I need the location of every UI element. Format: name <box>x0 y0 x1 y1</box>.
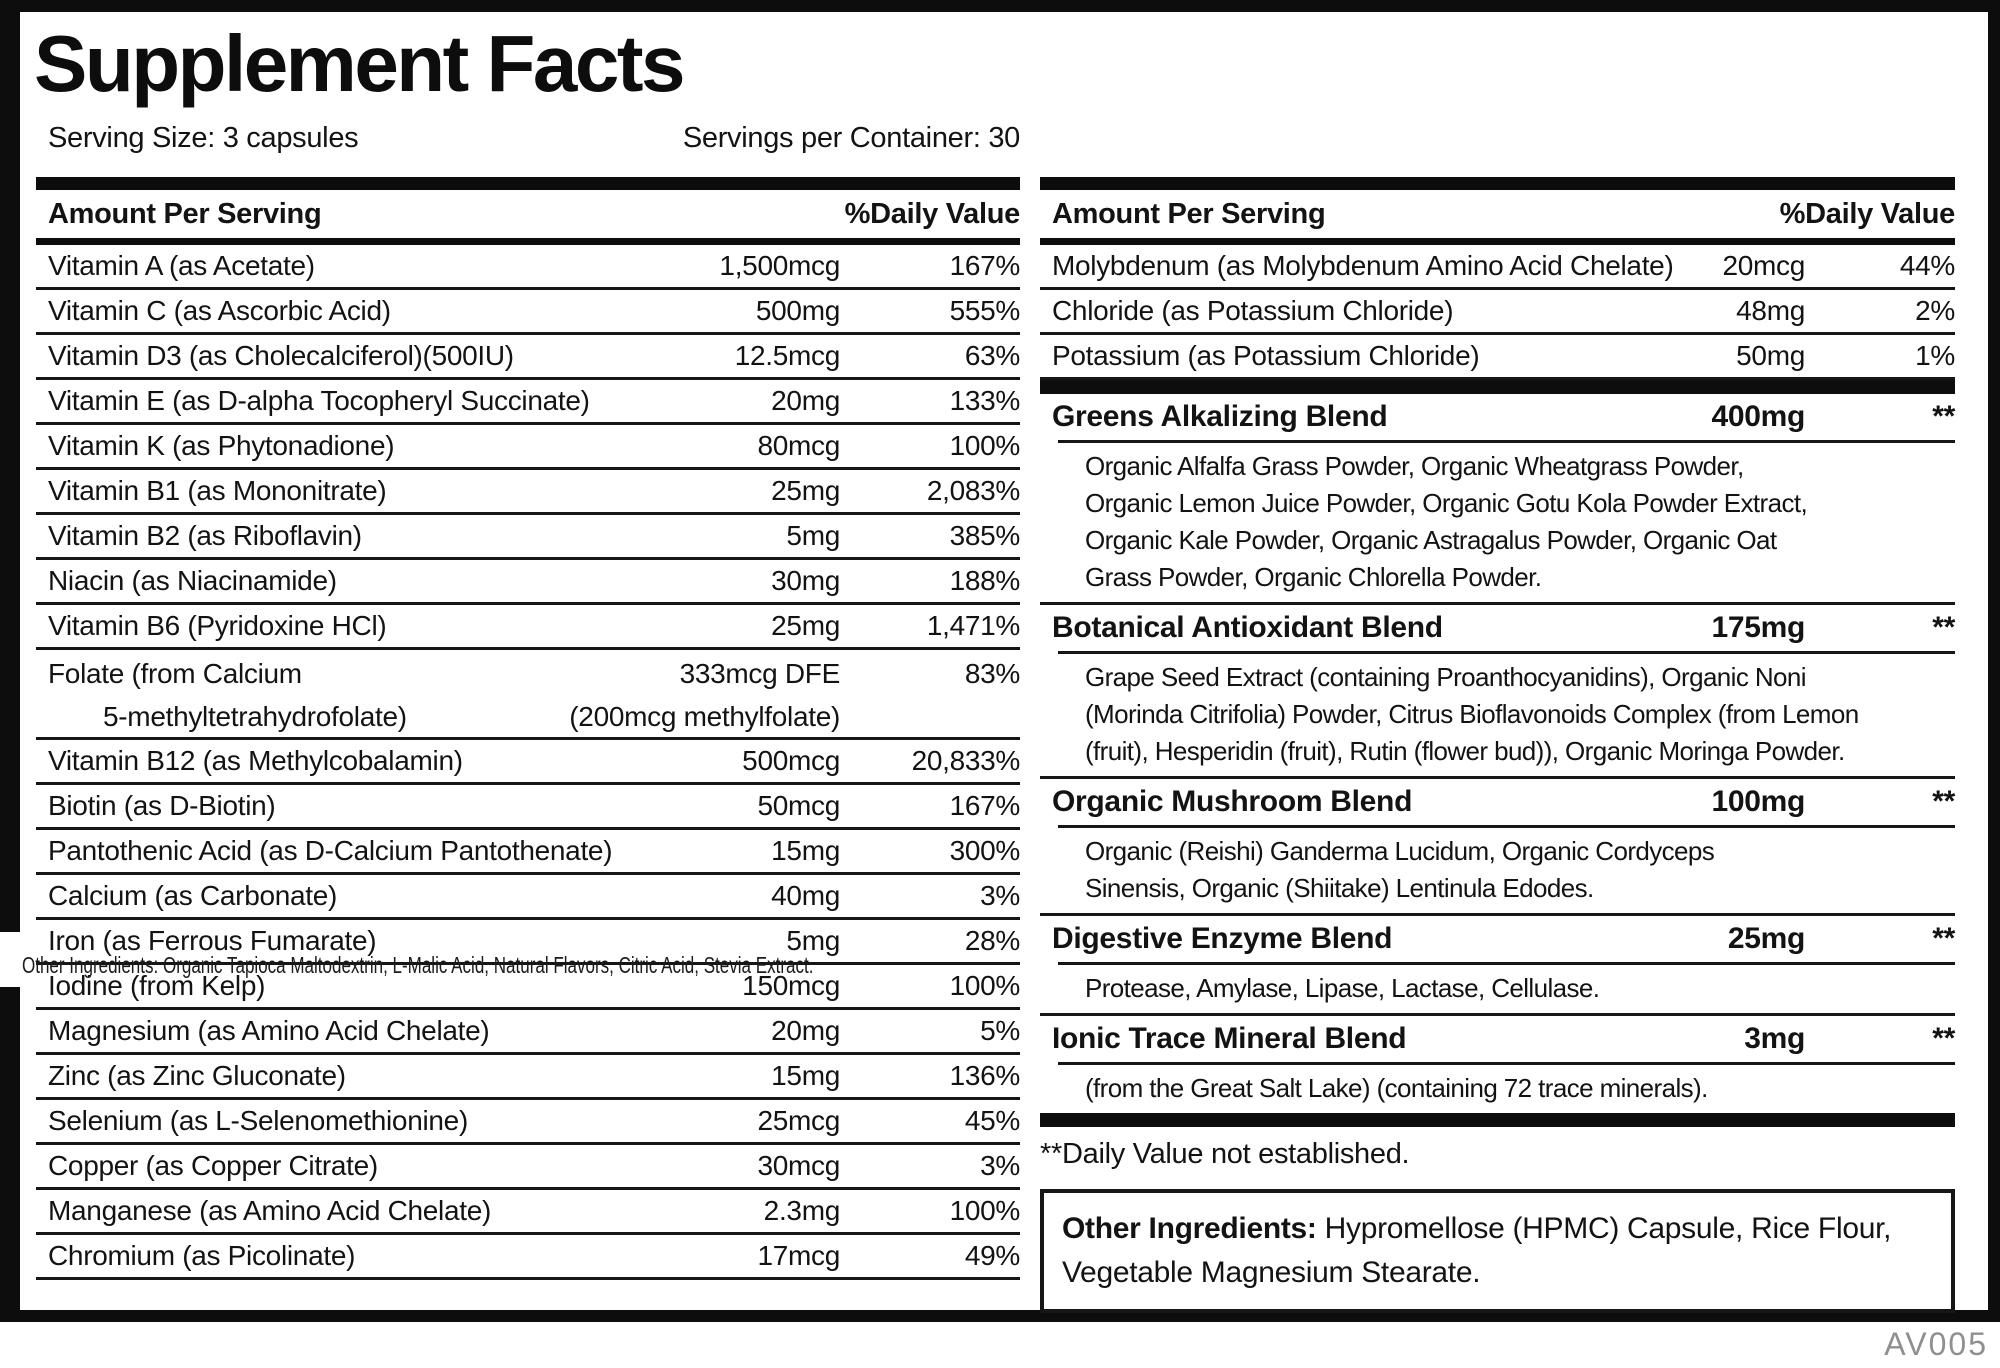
blend-ingredients <box>1040 828 1955 913</box>
nutrient-amount: 25mg <box>771 610 840 641</box>
blend-ingredients-line: Grape Seed Extract (containing Proanthocyanidins), Organic Noni <box>1085 662 1806 692</box>
nutrient-name: Chromium (as Picolinate) <box>48 1240 356 1271</box>
table-row <box>36 245 1020 290</box>
table-row <box>36 380 1020 425</box>
nutrient-name: Vitamin B12 (as Methylcobalamin) <box>48 745 463 776</box>
amount-per-serving-header: Amount Per Serving <box>1052 197 1326 230</box>
right-nutrient-table <box>1040 177 1955 1313</box>
servings-per-container: Servings per Container: 30 <box>682 122 1020 154</box>
nutrient-daily-value: 63% <box>964 340 1020 371</box>
table-row <box>36 1190 1020 1235</box>
blend-ingredients-line: Organic (Reishi) Ganderma Lucidum, Organic Cordyceps <box>1085 836 1715 866</box>
blend-amount: 175mg <box>1711 611 1805 644</box>
serving-info <box>36 118 1020 158</box>
table-row <box>36 425 1020 470</box>
nutrient-daily-value: 49% <box>964 1240 1020 1271</box>
nutrient-amount: 50mg <box>1736 340 1805 371</box>
blend-header <box>1040 605 1955 651</box>
nutrient-name: Vitamin K (as Phytonadione) <box>48 430 395 461</box>
nutrient-amount: 12.5mcg <box>734 340 840 371</box>
nutrient-daily-value: 2% <box>1915 295 1955 326</box>
blend-daily-value: ** <box>1932 400 1955 433</box>
nutrient-amount: 20mg <box>771 1015 840 1046</box>
nutrient-name: Magnesium (as Amino Acid Chelate) <box>48 1015 490 1046</box>
nutrient-amount: 2.3mg <box>763 1195 840 1226</box>
blend-daily-value: ** <box>1932 785 1955 818</box>
table-row <box>36 650 1020 740</box>
left-nutrient-table <box>36 177 1020 1280</box>
nutrient-amount: 5mg <box>786 925 840 956</box>
blend-daily-value: ** <box>1932 1022 1955 1055</box>
nutrient-daily-value: 5% <box>980 1015 1020 1046</box>
nutrient-name: Iodine (from Kelp) <box>48 970 266 1001</box>
blend-ingredients-line: Organic Lemon Juice Powder, Organic Gotu Kola Powder Extract, <box>1085 488 1808 518</box>
blend-amount: 25mg <box>1727 922 1805 955</box>
section-divider-bar <box>1040 1113 1955 1127</box>
nutrient-amount: 15mg <box>771 1060 840 1091</box>
nutrient-amount: 40mg <box>771 880 840 911</box>
amount-per-serving-header: Amount Per Serving <box>48 197 322 230</box>
blend-header <box>1040 779 1955 825</box>
nutrient-daily-value: 100% <box>949 1195 1020 1226</box>
nutrient-name: Copper (as Copper Citrate) <box>48 1150 378 1181</box>
table-row <box>36 470 1020 515</box>
nutrient-amount: 500mg <box>755 295 840 326</box>
blend-daily-value: ** <box>1932 611 1955 644</box>
blend-header <box>1040 394 1955 440</box>
table-row <box>36 1235 1020 1280</box>
nutrient-name: Molybdenum (as Molybdenum Amino Acid Chelate) <box>1052 250 1674 281</box>
overlapping-other-ingredients-text: Other Ingredients: Organic Tapioca Maltodextrin, L-Malic Acid, Natural Flavors, Citric Acid, Stevia Extract. <box>22 952 814 978</box>
nutrient-amount: 15mg <box>771 835 840 866</box>
nutrient-daily-value: 167% <box>949 790 1020 821</box>
nutrient-name: Chloride (as Potassium Chloride) <box>1052 295 1454 326</box>
right-table-header <box>1040 190 1955 238</box>
nutrient-amount: 25mcg <box>757 1105 840 1136</box>
blend-ingredients-line: (Morinda Citrifolia) Powder, Citrus Bioflavonoids Complex (from Lemon <box>1085 699 1859 729</box>
other-ingredients-text: Hypromellose (HPMC) Capsule, Rice Flour, Vegetable Magnesium Stearate. <box>1062 1212 1892 1289</box>
nutrient-amount: 5mg <box>786 520 840 551</box>
blend-section <box>1040 1016 1955 1113</box>
right-table-rows <box>1040 245 1955 380</box>
nutrient-name: Calcium (as Carbonate) <box>48 880 338 911</box>
daily-value-header: %Daily Value <box>1779 197 1955 230</box>
nutrient-daily-value: 45% <box>964 1105 1020 1136</box>
nutrient-amount: 25mg <box>771 475 840 506</box>
nutrient-name: Folate (from Calcium 5-methyltetrahydrofolate) <box>48 658 407 732</box>
nutrient-amount: 333mcg DFE (200mcg methylfolate) <box>569 658 840 732</box>
nutrient-name: Niacin (as Niacinamide) <box>48 565 337 596</box>
left-table-rows <box>36 245 1020 1280</box>
nutrient-amount: 48mg <box>1736 295 1805 326</box>
artwork-border-gap <box>0 932 23 987</box>
nutrient-amount: 80mcg <box>757 430 840 461</box>
blend-amount: 400mg <box>1711 400 1805 433</box>
nutrient-daily-value: 100% <box>949 430 1020 461</box>
blend-ingredients-line: Organic Alfalfa Grass Powder, Organic Wheatgrass Powder, <box>1085 451 1744 481</box>
nutrient-amount: 20mg <box>771 385 840 416</box>
table-row <box>1040 335 1955 380</box>
nutrient-daily-value: 3% <box>980 1150 1020 1181</box>
table-row <box>36 335 1020 380</box>
blend-ingredients-line: (fruit), Hesperidin (fruit), Rutin (flower bud)), Organic Moringa Powder. <box>1085 736 1845 766</box>
header-rule <box>1040 238 1955 245</box>
blend-ingredients <box>1040 443 1955 602</box>
table-row <box>36 830 1020 875</box>
nutrient-name: Vitamin D3 (as Cholecalciferol)(500IU) <box>48 340 514 371</box>
nutrient-name: Potassium (as Potassium Chloride) <box>1052 340 1480 371</box>
blend-section <box>1040 394 1955 605</box>
nutrient-name: Selenium (as L-Selenomethionine) <box>48 1105 468 1136</box>
blend-section <box>1040 779 1955 916</box>
header-bar <box>36 177 1020 190</box>
blend-amount: 100mg <box>1711 785 1805 818</box>
nutrient-daily-value: 1,471% <box>926 610 1020 641</box>
blend-header <box>1040 1016 1955 1062</box>
nutrient-daily-value: 100% <box>949 970 1020 1001</box>
table-row <box>36 875 1020 920</box>
nutrient-name: Vitamin E (as D-alpha Tocopheryl Succinate) <box>48 385 590 416</box>
nutrient-amount: 150mcg <box>742 970 840 1001</box>
table-row <box>36 740 1020 785</box>
nutrient-amount: 30mcg <box>757 1150 840 1181</box>
nutrient-daily-value: 188% <box>949 565 1020 596</box>
blend-ingredients-line: Organic Kale Powder, Organic Astragalus Powder, Organic Oat <box>1085 525 1777 555</box>
table-row <box>36 785 1020 830</box>
blend-section <box>1040 916 1955 1016</box>
nutrient-daily-value: 136% <box>949 1060 1020 1091</box>
blend-ingredients <box>1040 1065 1955 1113</box>
blend-name: Organic Mushroom Blend <box>1052 785 1413 818</box>
nutrient-name: Vitamin B6 (Pyridoxine HCl) <box>48 610 387 641</box>
table-row <box>36 290 1020 335</box>
nutrient-daily-value: 385% <box>949 520 1020 551</box>
blend-name: Digestive Enzyme Blend <box>1052 922 1393 955</box>
nutrient-daily-value: 2,083% <box>926 475 1020 506</box>
other-ingredients-label: Other Ingredients: <box>1062 1212 1317 1245</box>
blend-ingredients-line: Protease, Amylase, Lipase, Lactase, Cellulase. <box>1085 973 1600 1003</box>
blend-sections <box>1040 394 1955 1113</box>
nutrient-amount: 1,500mcg <box>719 250 840 281</box>
nutrient-daily-value: 167% <box>949 250 1020 281</box>
table-row <box>36 560 1020 605</box>
nutrient-daily-value: 20,833% <box>911 745 1020 776</box>
nutrient-daily-value: 44% <box>1899 250 1955 281</box>
blend-ingredients <box>1040 965 1955 1013</box>
table-row <box>36 1145 1020 1190</box>
nutrient-name: Pantothenic Acid (as D-Calcium Pantothenate) <box>48 835 613 866</box>
nutrient-daily-value: 1% <box>1915 340 1955 371</box>
nutrient-daily-value: 133% <box>949 385 1020 416</box>
other-ingredients-box <box>1040 1189 1955 1313</box>
nutrient-name: Vitamin B1 (as Mononitrate) <box>48 475 387 506</box>
nutrient-name: Vitamin C (as Ascorbic Acid) <box>48 295 391 326</box>
blend-ingredients-line: Grass Powder, Organic Chlorella Powder. <box>1085 562 1542 592</box>
blend-ingredients <box>1040 654 1955 776</box>
blend-name: Botanical Antioxidant Blend <box>1052 611 1443 644</box>
blend-name: Greens Alkalizing Blend <box>1052 400 1388 433</box>
nutrient-daily-value: 3% <box>980 880 1020 911</box>
nutrient-name: Zinc (as Zinc Gluconate) <box>48 1060 346 1091</box>
blend-daily-value: ** <box>1932 922 1955 955</box>
label-code: AV005 <box>1884 1326 1988 1362</box>
nutrient-daily-value: 300% <box>949 835 1020 866</box>
table-row <box>36 605 1020 650</box>
nutrient-daily-value: 83% <box>964 658 1020 689</box>
blend-ingredients-line: Sinensis, Organic (Shiitake) Lentinula Edodes. <box>1085 873 1594 903</box>
nutrient-daily-value: 28% <box>964 925 1020 956</box>
nutrient-name: Vitamin B2 (as Riboflavin) <box>48 520 362 551</box>
daily-value-footnote: **Daily Value not established. <box>1040 1138 1410 1170</box>
nutrient-amount: 17mcg <box>757 1240 840 1271</box>
left-table-header <box>36 190 1020 238</box>
nutrient-name: Biotin (as D-Biotin) <box>48 790 276 821</box>
table-row <box>36 1010 1020 1055</box>
nutrient-name: Manganese (as Amino Acid Chelate) <box>48 1195 492 1226</box>
nutrient-name: Vitamin A (as Acetate) <box>48 250 315 281</box>
nutrient-daily-value: 555% <box>949 295 1020 326</box>
nutrient-amount: 20mcg <box>1722 250 1805 281</box>
serving-size: Serving Size: 3 capsules <box>48 122 359 154</box>
blend-section <box>1040 605 1955 779</box>
blend-name: Ionic Trace Mineral Blend <box>1052 1022 1407 1055</box>
table-row <box>36 1100 1020 1145</box>
blend-ingredients-line: (from the Great Salt Lake) (containing 72 trace minerals). <box>1085 1073 1708 1103</box>
header-bar <box>1040 177 1955 190</box>
table-row <box>1040 245 1955 290</box>
daily-value-header: %Daily Value <box>844 197 1020 230</box>
nutrient-amount: 50mcg <box>757 790 840 821</box>
blend-amount: 3mg <box>1744 1022 1805 1055</box>
nutrient-amount: 500mcg <box>742 745 840 776</box>
page-title: Supplement Facts <box>34 19 684 108</box>
table-row <box>1040 290 1955 335</box>
header-rule <box>36 238 1020 245</box>
nutrient-name: Iron (as Ferrous Fumarate) <box>48 925 377 956</box>
table-row <box>36 1055 1020 1100</box>
blend-header <box>1040 916 1955 962</box>
section-divider-bar <box>1040 380 1955 394</box>
nutrient-amount: 30mg <box>771 565 840 596</box>
table-row <box>36 515 1020 560</box>
